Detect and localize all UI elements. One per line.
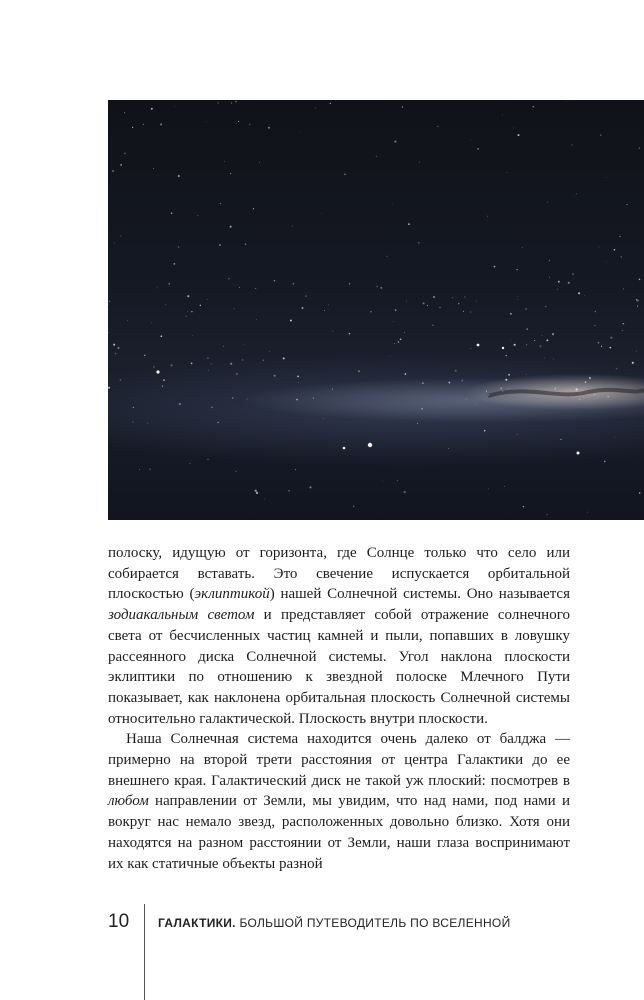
star	[517, 434, 518, 435]
star	[165, 304, 166, 305]
star	[546, 339, 548, 341]
star	[112, 170, 114, 172]
star	[380, 287, 382, 289]
star	[211, 363, 212, 364]
star	[517, 269, 518, 270]
star	[147, 423, 148, 424]
bright-star	[477, 344, 480, 347]
star	[292, 226, 293, 227]
star	[197, 215, 198, 216]
star	[211, 407, 212, 408]
star	[566, 100, 567, 101]
star	[313, 398, 314, 399]
star	[623, 323, 625, 325]
star	[534, 340, 535, 341]
star	[200, 305, 201, 306]
star	[427, 305, 428, 306]
star	[463, 311, 464, 312]
star	[263, 360, 264, 361]
bright-star	[577, 452, 580, 455]
star	[576, 193, 577, 194]
star	[223, 346, 224, 347]
star	[245, 244, 247, 246]
star	[144, 354, 146, 356]
star	[179, 403, 181, 405]
star	[470, 348, 471, 349]
star	[324, 310, 325, 311]
star	[191, 363, 193, 365]
star	[549, 260, 550, 261]
milky-way-photo	[108, 100, 644, 520]
star	[639, 279, 641, 281]
star	[207, 299, 208, 300]
star	[418, 242, 420, 244]
star	[470, 140, 471, 141]
star	[247, 399, 248, 400]
star	[526, 374, 527, 375]
star	[283, 357, 285, 359]
star	[185, 316, 186, 317]
star	[417, 423, 418, 424]
star	[533, 106, 534, 107]
italic-run: зодиакальным светом	[108, 607, 255, 624]
star	[274, 280, 275, 281]
star	[124, 152, 126, 154]
star	[187, 311, 188, 312]
star	[405, 373, 407, 375]
body-text	[108, 543, 570, 874]
star	[397, 480, 398, 481]
star	[349, 283, 350, 284]
star	[448, 448, 449, 449]
star	[162, 386, 163, 387]
text-run: Наша Солнечная система находится очень далеко от балджа — примерно на второй трети расстояния от центра Галактики до ее внешнего края. Галактический диск не такой уж плоский: посмотрев в	[108, 731, 570, 789]
star	[500, 387, 502, 389]
star	[600, 135, 601, 136]
running-head-subtitle: БОЛЬШОЙ ПУТЕВОДИТЕЛЬ ПО ВСЕЛЕННОЙ	[235, 916, 511, 930]
star	[353, 506, 354, 507]
star	[394, 343, 395, 344]
star	[139, 469, 140, 470]
text-run: направлении от Земли, мы увидим, что над нами, под нами и вокруг нас немало звезд, расположенных довольно близко. Хотя они находятся на разном расстоянии от Земли, наши глаза воспринимают их как статичные объекты разной	[108, 793, 570, 872]
star	[207, 459, 208, 460]
star	[207, 357, 208, 358]
bright-star	[156, 370, 159, 373]
star	[622, 330, 623, 331]
star	[395, 309, 397, 311]
star	[422, 382, 424, 384]
star	[637, 306, 638, 307]
star	[236, 373, 238, 375]
star	[394, 141, 396, 143]
star	[160, 335, 162, 337]
star	[305, 295, 307, 297]
star	[169, 283, 170, 284]
star	[170, 364, 172, 366]
star	[632, 362, 634, 364]
star	[545, 306, 547, 308]
star	[402, 106, 403, 107]
star	[589, 377, 591, 379]
star	[587, 512, 588, 513]
star	[386, 256, 387, 257]
star	[321, 214, 322, 215]
star	[231, 103, 232, 104]
star	[558, 281, 560, 283]
running-head-title: ГАЛАКТИКИ.	[158, 916, 236, 930]
star	[151, 108, 153, 110]
star	[298, 382, 299, 383]
star	[404, 332, 405, 333]
star	[376, 156, 377, 157]
star	[621, 256, 622, 257]
star	[268, 127, 270, 129]
star	[309, 486, 311, 488]
star	[560, 439, 561, 440]
star	[178, 246, 179, 247]
star	[604, 461, 606, 463]
star	[253, 208, 254, 209]
star	[458, 303, 459, 304]
star	[553, 359, 554, 360]
star	[476, 301, 477, 302]
star	[526, 328, 527, 329]
star	[171, 212, 173, 214]
star	[323, 418, 324, 419]
star	[408, 223, 410, 225]
star	[594, 325, 595, 326]
star	[616, 368, 618, 370]
star	[235, 471, 236, 472]
star	[432, 324, 434, 326]
star	[627, 204, 628, 205]
star	[393, 321, 394, 322]
star	[390, 356, 391, 357]
star	[149, 468, 150, 469]
star	[614, 249, 616, 251]
star	[206, 121, 207, 122]
star	[217, 422, 218, 423]
dust-lane	[488, 390, 644, 396]
star	[235, 101, 237, 103]
star	[132, 127, 133, 128]
star	[108, 387, 110, 389]
star	[344, 173, 346, 175]
star	[606, 177, 607, 178]
star	[330, 103, 331, 104]
star	[255, 288, 256, 289]
italic-run: эклиптикой	[194, 586, 270, 603]
star	[513, 127, 514, 128]
star	[398, 341, 400, 343]
star	[297, 376, 299, 378]
star	[607, 396, 609, 398]
star	[594, 394, 595, 395]
star	[539, 345, 541, 347]
star	[160, 123, 162, 125]
star	[609, 347, 611, 349]
star	[400, 338, 402, 340]
star	[505, 355, 506, 356]
star	[502, 115, 503, 116]
star	[332, 331, 333, 332]
star	[290, 319, 292, 321]
star	[114, 243, 115, 244]
star	[579, 399, 580, 400]
star	[117, 347, 119, 349]
star	[358, 370, 360, 372]
star	[598, 247, 599, 248]
star	[120, 379, 122, 381]
star	[232, 397, 234, 399]
star	[585, 381, 587, 383]
star	[376, 286, 378, 288]
star	[526, 344, 527, 345]
paragraph-2	[108, 729, 570, 874]
star	[477, 148, 478, 149]
star	[219, 244, 221, 246]
star	[595, 311, 596, 312]
running-head	[158, 916, 511, 930]
star	[584, 295, 585, 296]
star	[615, 437, 616, 438]
star	[238, 121, 239, 122]
star	[639, 147, 640, 148]
star	[547, 514, 548, 515]
star	[522, 247, 523, 248]
star	[301, 307, 303, 309]
star	[461, 380, 463, 382]
star	[568, 282, 570, 284]
star	[423, 302, 425, 304]
text-run: ) нашей Солнечной системы. Оно называется	[269, 586, 570, 603]
star	[259, 162, 260, 163]
star	[547, 202, 548, 203]
star	[157, 288, 158, 289]
star	[404, 491, 406, 493]
star	[449, 382, 451, 384]
star	[218, 102, 219, 103]
star	[484, 430, 485, 431]
star	[572, 273, 574, 275]
star	[115, 353, 117, 355]
star	[143, 124, 144, 125]
star	[113, 344, 115, 346]
star	[610, 337, 612, 339]
star	[293, 283, 295, 285]
star	[486, 391, 487, 392]
star	[504, 486, 505, 487]
star	[464, 296, 465, 297]
bright-star	[502, 347, 504, 349]
star	[636, 351, 637, 352]
star	[288, 490, 290, 492]
star	[514, 344, 516, 346]
star	[523, 506, 524, 507]
star	[639, 492, 641, 494]
star	[576, 388, 578, 390]
star	[470, 311, 471, 312]
star	[192, 335, 193, 336]
star	[230, 226, 232, 228]
star-field	[108, 100, 644, 520]
star	[433, 296, 435, 298]
star	[153, 168, 154, 169]
star	[127, 320, 128, 321]
star	[466, 399, 467, 400]
star	[264, 499, 265, 500]
star	[494, 266, 496, 268]
star	[554, 388, 556, 390]
bright-star	[368, 443, 372, 447]
star	[120, 164, 122, 166]
star	[508, 374, 510, 376]
star	[187, 295, 189, 297]
star	[109, 301, 111, 303]
star	[274, 375, 276, 377]
star	[174, 106, 175, 107]
star	[255, 490, 257, 492]
text-run: полоску, идущую от горизонта, где Солнце только что село или собирается вставать. Это свечение испускается орбитальной плоскостью (	[108, 545, 570, 603]
star	[518, 299, 519, 300]
star	[354, 490, 355, 491]
star	[549, 277, 550, 278]
star	[510, 339, 511, 340]
italic-run: любом	[108, 793, 149, 810]
star	[598, 342, 600, 344]
star	[242, 359, 243, 360]
star	[606, 261, 607, 262]
star	[132, 422, 133, 423]
star	[525, 308, 527, 310]
star	[151, 322, 152, 323]
star	[174, 263, 176, 265]
footer-divider	[144, 904, 145, 1000]
star	[191, 311, 192, 312]
star	[220, 203, 221, 204]
star	[256, 492, 258, 494]
star	[133, 407, 134, 408]
star	[601, 346, 602, 347]
star	[517, 296, 518, 297]
star	[600, 384, 601, 385]
star	[392, 204, 393, 205]
star	[349, 333, 351, 335]
star	[542, 335, 543, 336]
star	[544, 358, 545, 359]
star	[153, 366, 154, 367]
star	[455, 370, 457, 372]
star	[163, 379, 165, 381]
star	[144, 357, 145, 358]
text-run: и представляет собой отражение солнечного света от бесчисленных частиц камней и пыли, попавших в ловушку рассеянного диска Солнечной системы. Угол наклона плоскости эклиптики по отношению к звездной полоске Млечного Пути показывает, как наклонена орбитальная плоскость Солнечной системы относительно галактической. Плоскость внутри плоскости.	[108, 607, 570, 727]
star	[296, 399, 298, 401]
star	[488, 489, 489, 490]
star	[124, 112, 125, 113]
star	[178, 175, 180, 177]
page-number: 10	[108, 911, 130, 932]
star	[244, 344, 245, 345]
star	[574, 196, 575, 197]
star	[189, 463, 190, 464]
star	[437, 126, 438, 127]
star	[120, 235, 121, 236]
star	[230, 173, 231, 174]
star	[406, 301, 407, 302]
star	[224, 161, 225, 162]
star	[256, 319, 257, 320]
star	[315, 108, 316, 109]
star	[419, 162, 420, 163]
star	[619, 236, 620, 237]
star	[505, 379, 507, 381]
star	[510, 313, 512, 315]
star	[487, 216, 488, 217]
star	[234, 308, 235, 309]
star	[636, 299, 638, 301]
star	[383, 480, 384, 481]
star	[295, 469, 296, 470]
star	[557, 289, 558, 290]
star	[578, 292, 580, 294]
star	[300, 132, 301, 133]
star	[475, 404, 476, 405]
star	[370, 311, 371, 312]
star	[208, 370, 209, 371]
star	[249, 124, 250, 125]
star	[332, 389, 333, 390]
star	[571, 144, 572, 145]
star	[230, 363, 232, 365]
star	[239, 287, 240, 288]
star	[328, 305, 329, 306]
star	[228, 278, 230, 280]
star	[421, 408, 422, 409]
star	[452, 297, 453, 298]
star	[552, 333, 554, 335]
paragraph-1	[108, 543, 570, 729]
bright-star	[343, 447, 346, 450]
star	[439, 307, 440, 308]
star	[508, 388, 509, 389]
star	[108, 332, 109, 333]
star	[507, 172, 508, 173]
star	[269, 351, 270, 352]
star	[623, 288, 624, 289]
star	[518, 134, 520, 136]
